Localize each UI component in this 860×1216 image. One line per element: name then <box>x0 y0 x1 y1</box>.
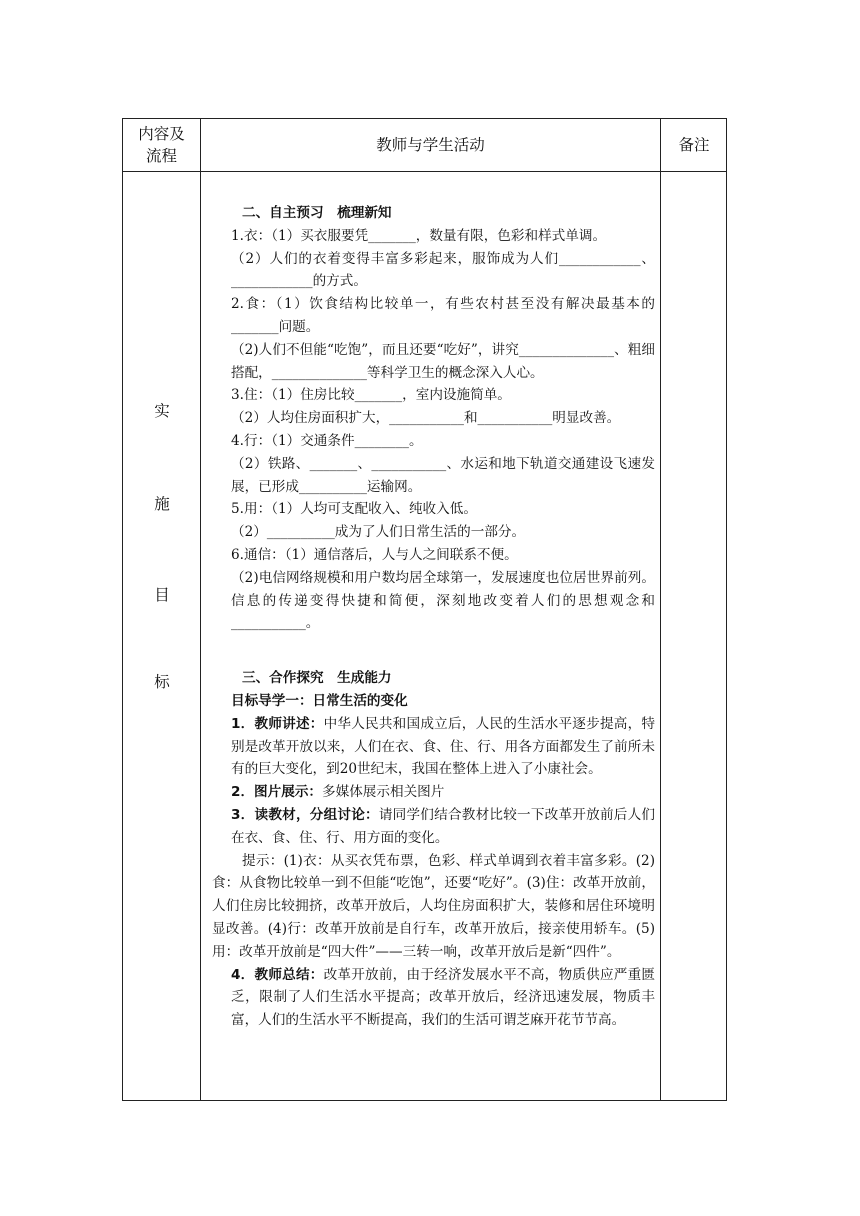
header-content-flow <box>123 119 200 171</box>
preview-line: 2.食：（1）饮食结构比较单一，有些农村甚至没有解决最基本的_______问题。 <box>231 296 655 335</box>
preview-line: （2）人们的衣着变得丰富多彩起来，服饰成为人们____________、____________的方式。 <box>231 250 655 290</box>
preview-line: 5.用：（1）人均可支配收入、纯收入低。 <box>231 501 477 518</box>
discussion-item: 2．图片展示：多媒体展示相关图片 <box>231 784 445 801</box>
preview-line: 3.住：（1）住房比较_______，室内设施简单。 <box>231 387 511 404</box>
discussion-item: 3．读教材，分组讨论：请同学们结合教材比较一下改革开放前后人们在衣、食、住、行、用方面的变化。 <box>231 806 655 846</box>
header-col1-line2: 流程 <box>145 147 177 165</box>
section2-title: 二、自主预习 梳理新知 <box>242 205 392 221</box>
header-remarks: 备注 <box>678 136 710 154</box>
preview-line: 1.衣：（1）买衣服要凭_______，数量有限，色彩和样式单调。 <box>231 227 607 244</box>
preview-line: （2)电信网络规模和用户数均居全球第一，发展速度也位居世界前列。信息的传递变得快捷和简便，深刻地改变着人们的思想观念和___________。 <box>231 569 655 632</box>
preview-line: （2）铁路、_______、___________、水运和地下轨道交通建设飞速发展，已形成__________运输网。 <box>231 455 655 495</box>
preview-line: 4.行：（1）交通条件________。 <box>231 432 423 449</box>
section3-title: 三、合作探究 生成能力 <box>242 670 392 687</box>
discussion-item: 1．教师讲述：中华人民共和国成立后，人民的生活水平逐步提高，特别是改革开放以来，人们在衣、食、住、行、用各方面都发生了前所未有的巨大变化，到20世纪末，我国在整体上进入了小康社会。 <box>231 715 655 778</box>
side-label-char: 实 <box>154 402 170 420</box>
side-label-char: 施 <box>154 495 170 513</box>
preview-line: （2)人们不但能“吃饱”，而且还要“吃好”，讲究______________、粗细搭配，______________等科学卫生的概念深入人心。 <box>231 341 655 381</box>
discussion-hint: 提示：(1)衣：从买衣凭布票，色彩、样式单调到衣着丰富多彩。(2)食：从食物比较单一到不但能“吃饱”，还要“吃好”。(3)住：改革开放前，人们住房比较拥挤，改革开放后，人均住房面积扩大，装修和居住环境明显改善。(4)行：改革开放前是自行车，改革开放后，接亲使用轿车。(5)用：改革开放前是“四大件”——三转一响，改革开放后是新“四件”。 <box>212 852 655 960</box>
activities-content <box>212 202 655 1032</box>
side-label-char: 目 <box>154 586 170 604</box>
header-divider <box>123 171 726 172</box>
column-divider <box>200 119 201 1100</box>
preview-line: （2）__________成为了人们日常生活的一部分。 <box>231 524 526 541</box>
side-label-char: 标 <box>154 673 170 691</box>
header-col1-line1: 内容及 <box>138 125 185 143</box>
discussion-item: 4．教师总结：改革开放前，由于经济发展水平不高，物质供应严重匮乏，限制了人们生活水平提高；改革开放后，经济迅速发展，物质丰富，人们的生活水平不断提高，我们的生活可谓芝麻开花节节高。 <box>231 966 655 1029</box>
lesson-table <box>122 118 727 1101</box>
column-divider <box>660 119 661 1100</box>
preview-line: 6.通信：（1）通信落后，人与人之间联系不便。 <box>231 546 518 563</box>
section3-subtitle: 目标导学一：日常生活的变化 <box>231 692 408 709</box>
header-activities: 教师与学生活动 <box>376 136 485 154</box>
preview-line: （2）人均住房面积扩大，___________和___________明显改善。 <box>231 410 621 427</box>
